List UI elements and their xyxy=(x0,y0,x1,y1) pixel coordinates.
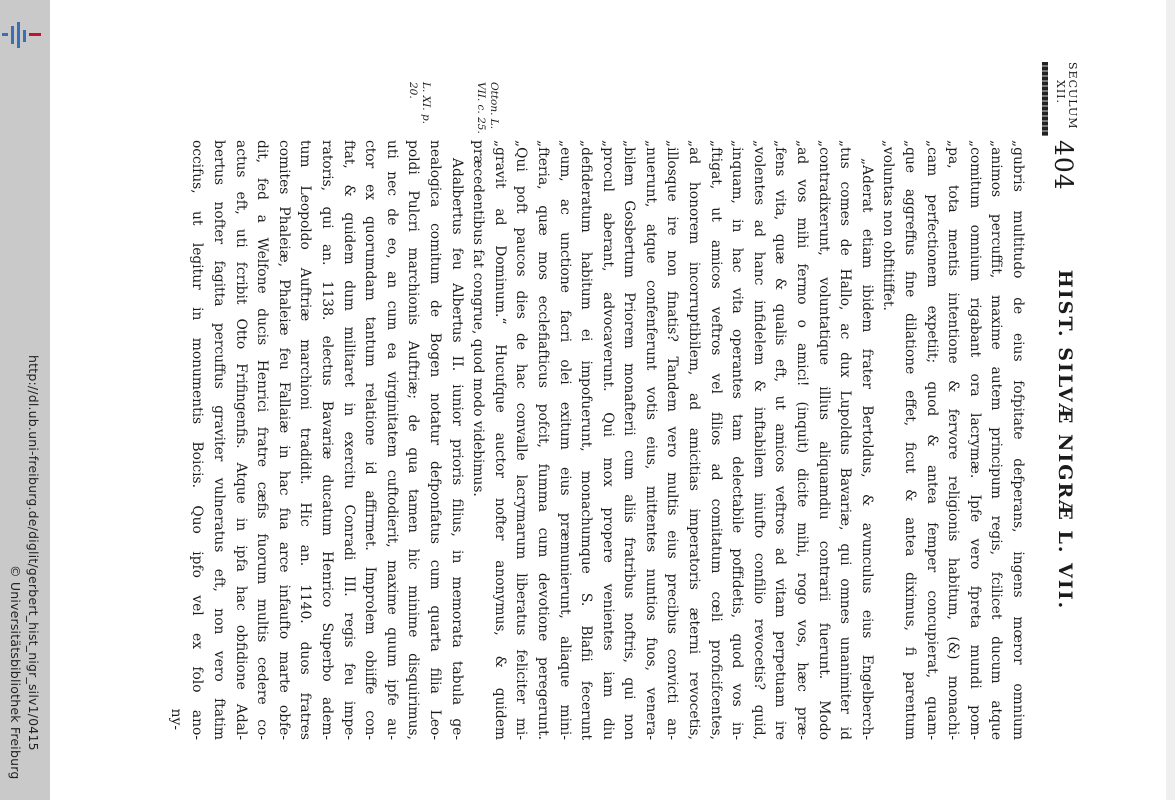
text-line: uti nec de eo, an cum ea virginitatem cuftodierit, maxime quum ipfe au- xyxy=(383,140,400,740)
margin-section-note: SECULUM XII. xyxy=(1054,62,1079,130)
text-line: „fens vita, quæ & qualis eft, ut amicos veftros ad vitam perpetuam ire xyxy=(772,140,789,740)
running-head: HIST. SILVÆ NIGRÆ L. VII. xyxy=(1054,269,1076,611)
text-line: „cam perfectionem expetiit; quod & antea femper concupierat, quam- xyxy=(923,140,940,740)
viewer-side-strip xyxy=(0,0,50,800)
text-line: „fteria, quæ mos ecclefiafticus pofcit, fumma cum devotione peregerunt. xyxy=(534,140,551,740)
scan-edge xyxy=(1166,0,1175,800)
text-line: ratoris, qui an. 1138. electus Bavariæ ducatum Henrico Superbo adem- xyxy=(319,140,335,740)
text-line: „pa, tota mentis intentione & fervore religionis habitum, (&) monachi- xyxy=(945,140,962,740)
page-number: 404 xyxy=(1049,140,1078,191)
text-line: actus eft, uti fcribit Otto Frifingenfis. Atque in ipfa hac obfidione Adal- xyxy=(232,140,249,740)
text-line: Adalbertus feu Albertus II. iunior prioris filius, in memorata tabula ge- xyxy=(448,158,465,740)
text-line: nealogica comitum de Bogen notatur defponfatus cum quarta filia Leo- xyxy=(426,140,443,740)
text-line: „tus comes de Hallo, ac dux Lupoldus Bavariæ, qui omnes unanimiter id xyxy=(837,140,854,740)
text-line: ctor ex quorumdam tantum relatione id affirmet. Improlem obiiffe con- xyxy=(362,140,379,740)
text-line: „comitum omnium rigabant ora lacrymæ. Ipfe vero fpreta mundi pom- xyxy=(966,140,983,740)
page-header xyxy=(1038,140,1078,740)
text-line: „animos percuffit, maxime autem principum regis, fcilicet ducum atque xyxy=(988,140,1005,740)
text-line: poldi Pulcri marchionis Auftriæ; de qua tamen hic minime disquirimus, xyxy=(405,140,422,740)
text-line: „ftigat, ut amicos veftros vel filios ad comitatum cœli proficifcentes, xyxy=(707,140,724,740)
margin-ornament-rule xyxy=(1042,62,1048,136)
text-line: „volentes ad hanc infidelem & inftabilem iniufto confilio revocetis? quid, xyxy=(750,140,767,740)
text-line: „eum, ac unctione facri olei exitum eius præmunierunt, aliaque mini- xyxy=(556,140,573,740)
text-line: „gravit ad Dominum.“ Hucufque auctor nofter anonymus, & quidem xyxy=(491,140,508,740)
text-line: „illosque ire non finatis? Tandem vero multis eius precibus convicti an- xyxy=(664,140,681,740)
text-line: „bilem Gosbertum Priorem monafterii cum aliis fratribus noftris, qui non xyxy=(621,140,638,740)
margin-citation-page: L. XI. p. 20. xyxy=(407,82,432,125)
text-line: „procul aberant, advocaverunt. Qui mox propere venientes iam diu xyxy=(599,140,616,740)
text-line: præcedentibus fat congrue, quod modo videbimus. xyxy=(470,140,487,497)
text-line: ftat, & quidem dum militaret in exercitu Conradi III. regis feu impe- xyxy=(340,140,357,740)
ub-freiburg-logo-icon xyxy=(2,22,42,48)
text-line: „Qui poft paucos dies de hac convalle lacrymarum liberatus feliciter mi- xyxy=(513,140,530,740)
text-line: tum Leopoldo Auftriæ marchioni tradidit. Hic an. 1140. duos fratres xyxy=(297,140,314,740)
margin-citation-otton: Otton. L. VII. c. 25. xyxy=(475,82,500,134)
text-line: „voluntas non obftitiffet. xyxy=(880,140,897,311)
text-line: bertus nofter fagitta percuffus graviter vulneratus eft, non vero ftatim xyxy=(211,140,228,740)
text-line: „gubris multitudo de eius fofpitate defperans, ingens mœror omnium xyxy=(1010,140,1026,740)
text-line: „ad vos mihi fermo o amici! (inquit) dicite mihi, rogo vos, hæc præ- xyxy=(794,140,811,740)
text-line: „Aderat etiam ibidem frater Bertoldus, & avunculus eius Engelberch- xyxy=(858,158,875,740)
text-line: comites Phaleiæ, Phaleiæ feu Fallaiæ in hac fua arce infaufto marte obfe- xyxy=(275,140,292,740)
text-line: „ad honorem incorruptibilem, ad amicitias imperatoris æterni revocetis, xyxy=(686,140,703,740)
scanned-page xyxy=(167,62,1079,740)
text-line: dit, fed a Welfone ducis Henrici fratre cæfis fuorum multis cedere co- xyxy=(254,140,271,740)
text-line: „inquam, in hac vita operantes tam delectabile poffidetis, quod vos in- xyxy=(729,140,746,740)
text-line: „nuerunt, atque confenferunt votis eius, mittentes nuntios fuos, venera- xyxy=(642,140,659,740)
source-url[interactable]: http://dl.ub.uni-freiburg.de/diglit/gerbert_hist_nigr_silv1/0415 xyxy=(26,355,41,751)
text-line: occifus, ut legitur in monumentis Boicis. Quo ipfo vel ex folo ano- xyxy=(189,140,206,740)
text-line: „contradixerunt, voluntatique illius aliquamdiu contrarii fuerunt. Modo xyxy=(815,140,832,740)
copyright-notice: © Universitätsbibliothek Freiburg xyxy=(8,565,23,780)
text-line: „defideratum habitum ei impofuerunt, monachumque S. Blafii fecerunt xyxy=(578,140,595,740)
text-line: ny- xyxy=(167,708,184,730)
page-body-text xyxy=(164,140,1028,740)
text-line: „que aggreffus fine dilatione effet, ficut & antea diximus, fi parentum xyxy=(902,140,919,740)
